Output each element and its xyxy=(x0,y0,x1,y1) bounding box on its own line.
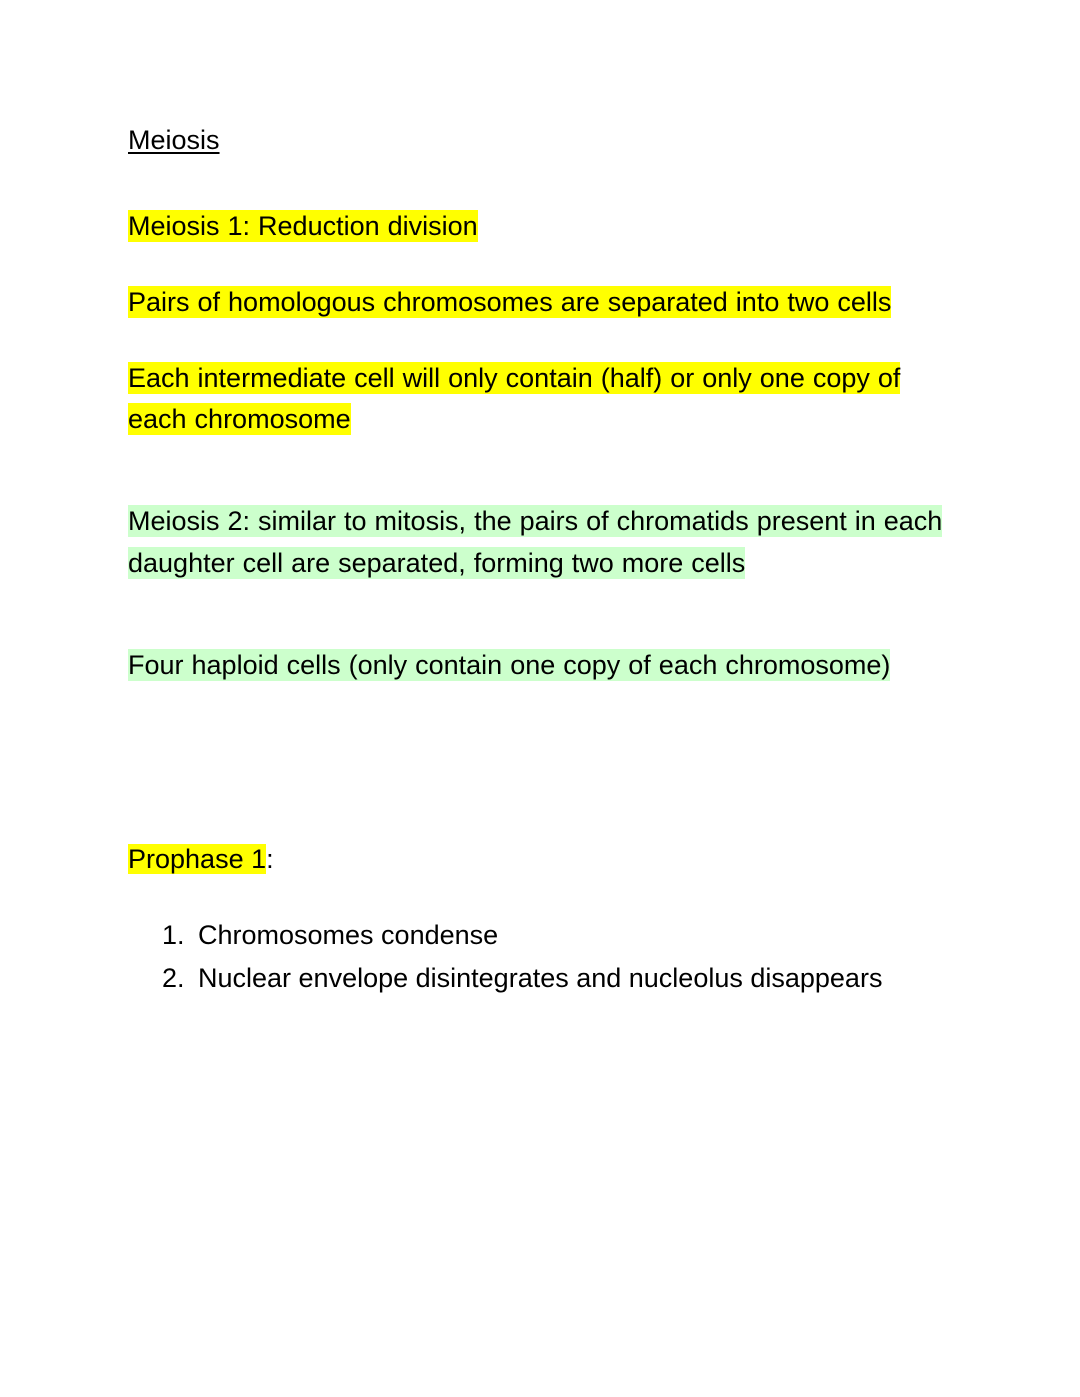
paragraph-homologous-pairs xyxy=(128,282,952,324)
spacer xyxy=(128,475,952,501)
prophase-heading xyxy=(128,839,952,881)
prophase-heading-suffix: : xyxy=(266,843,274,874)
paragraph-text: Meiosis 1: Reduction division xyxy=(128,210,478,241)
paragraph-text: Pairs of homologous chromosomes are separated into two cells xyxy=(128,286,892,317)
prophase-steps-list xyxy=(128,915,952,1001)
list-item: 2. Nuclear envelope disintegrates and nucleolus disappears xyxy=(192,958,888,1000)
paragraph-text: Meiosis 2: similar to mitosis, the pairs of chromatids present in each daughter cell are separated, forming two more cells xyxy=(128,506,943,579)
spacer xyxy=(128,619,952,645)
list-item: 1. Chromosomes condense xyxy=(192,915,888,957)
paragraph-meiosis2 xyxy=(128,501,952,585)
page-title-text: Meiosis xyxy=(128,125,220,155)
spacer xyxy=(128,721,952,839)
paragraph-four-haploid xyxy=(128,645,952,687)
paragraph-text: Each intermediate cell will only contain (half) or only one copy of each chromosome xyxy=(128,362,901,435)
paragraph-text: Four haploid cells (only contain one copy of each chromosome) xyxy=(128,649,891,680)
page-title xyxy=(128,120,952,162)
paragraph-intermediate-cell xyxy=(128,358,952,442)
paragraph-meiosis1-heading xyxy=(128,206,952,248)
prophase-heading-label: Prophase 1 xyxy=(128,843,267,874)
document-body xyxy=(128,120,952,1000)
